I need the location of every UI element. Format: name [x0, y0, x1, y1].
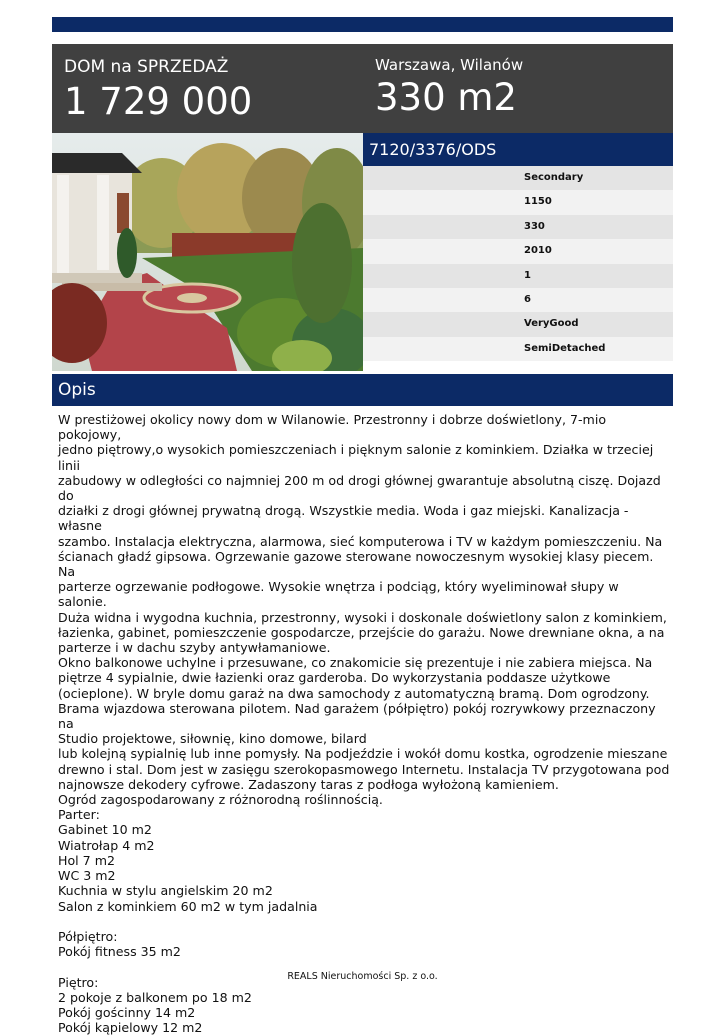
property-location: Warszawa, Wilanów: [375, 56, 524, 74]
property-area: 330 m2: [375, 76, 517, 119]
property-type: DOM na SPRZEDAŻ: [64, 57, 229, 77]
spec-row: 1150: [363, 190, 673, 214]
spec-row: 2010: [363, 239, 673, 263]
property-photo: [52, 133, 363, 371]
spec-row: Secondary: [363, 166, 673, 190]
spec-row: SemiDetached: [363, 337, 673, 361]
description-text: W prestiżowej okolicy nowy dom w Wilanowie. Przestronny i dobrze doświetlony, 7-mio pokojowy, jedno piętrowy,o wysokich pomieszczeniach i pięknym salonie z kominkiem. Działka w trzeciej linii zabudowy w odległości co najmniej 200 m od drogi głównej gwarantuje absolutną ciszę. Dojazd do działki z drogi głównej prywatną drogą. Wszystkie media. Woda i gaz miejski. Kanalizacja - własne szambo. Instalacja elektryczna, alarmowa, sieć komputerowa i TV w każdym pomieszczeniu. Na ścianach gładź gipsowa. Ogrzewanie gazowe sterowane nowoczesnym wysokiej klasy piecem. Na parterze ogrzewanie podłogowe. Wysokie wnętrza i podciąg, który wyeliminował słupy w salonie. Duża widna i wygodna kuchnia, przestronny, wysoki i doskonale doświetlony salon z kominkiem, łazienka, gabinet, pomieszczenie gospodarcze, przejście do garażu. Nowe drewniane okna, a na parterze i w dachu szyby antywłamaniowe. Okno balkonowe uchylne i przesuwane, co znakomicie się prezentuje i nie zabiera miejsca. Na piętrze 4 sypialnie, dwie łazienki oraz garderoba. Do wykorzystania poddasze użytkowe (ocieplone). W bryle domu garaż na dwa samochody z automatyczną bramą. Dom ogrodzony. Brama wjazdowa sterowana pilotem. Nad garażem (półpiętro) pokój rozrywkowy przeznaczony na Studio projektowe, siłownię, kino domowe, bilard lub kolejną sypialnię lub inne pomysły. Na podjeździe i wokół domu kostka, ogrodzenie mieszane drewno i stal. Dom jest w zasięgu szerokopasmowego Internetu. Instalacja TV przygotowana pod najnowsze dekodery cyfrowe. Zadaszony taras z podłoga wyłożoną kamieniem. Ogród zagospodarowany z różnorodną roślinnością. Parter: Gabinet 10 m2 Wiatrołap 4 m2 Hol 7 m2 WC 3 m2 Kuchnia w stylu angielskim 20 m2 Salon z kominkiem 60 m2 w tym jadalnia Półpiętro: Pokój fitness 35 m2 Piętro: 2 pokoje z balkonem po 18 m2 Pokój gościnny 14 m2 Pokój kąpielowy 12 m2: [58, 412, 670, 1035]
reference-number: 7120/3376/ODS: [363, 133, 673, 166]
footer-company: REALS Nieruchomości Sp. z o.o.: [287, 971, 438, 982]
spec-row: VeryGood: [363, 312, 673, 336]
top-accent-bar: [52, 17, 673, 32]
spec-table: [363, 166, 673, 361]
property-price: 1 729 000: [64, 80, 253, 123]
spec-row: 330: [363, 215, 673, 239]
spec-row: 1: [363, 264, 673, 288]
listing-header: [52, 44, 673, 133]
spec-row: 6: [363, 288, 673, 312]
description-heading: Opis: [52, 374, 673, 406]
